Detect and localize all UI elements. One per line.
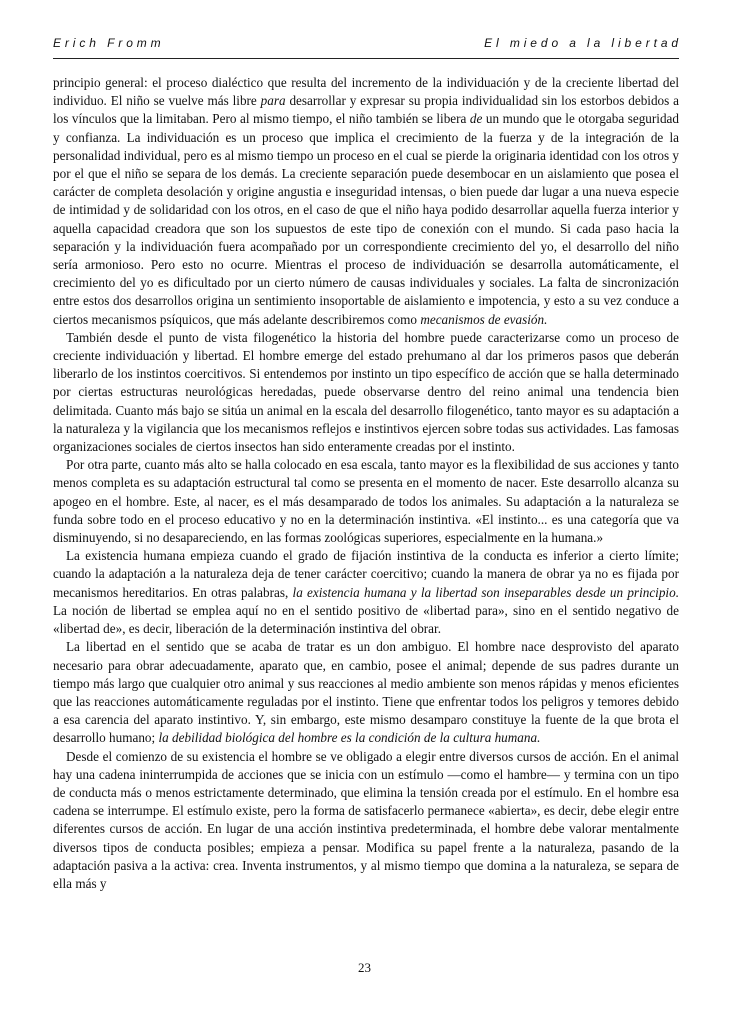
italic-text: mecanismos de evasión.	[420, 311, 548, 327]
italic-text: la debilidad biológica del hombre es la condición de la cultura humana.	[158, 730, 541, 746]
body-text	[53, 74, 679, 893]
paragraph	[53, 329, 679, 456]
header-rule	[53, 58, 679, 59]
text-run: Por otra parte, cuanto más alto se halla colocado en esa escala, tanto mayor es la flexibilidad de sus acciones y tanto menos completa es su adaptación estructural tal como se presenta en el momento de nacer. Este desarrollo alcanza su apogeo en el hombre. Este, al nacer, es el más desamparado de todos los animales. Su adaptación a la naturaleza se funda sobre todo en el proceso educativo y no en la determinación instintiva. «El instinto... es una categoría que va disminuyendo, si no desapareciendo, en las formas zoológicas superiores, especialmente en la humana.»	[53, 457, 679, 546]
paragraph	[53, 748, 679, 894]
paragraph	[53, 456, 679, 547]
header-book-title: El miedo a la libertad	[484, 36, 682, 50]
paragraph	[53, 638, 679, 747]
header-author: Erich Fromm	[53, 36, 165, 50]
text-run: Desde el comienzo de su existencia el hombre se ve obligado a elegir entre diversos cursos de acción. En el animal hay una cadena ininterrumpida de acciones que se inicia con un estímulo —como el hambre— y termina con un tipo de conducta más o menos estrictamente determinado, que elimina la tensión creada por el estímulo. En el hombre esa cadena se interrumpe. El estímulo existe, pero la forma de satisfacerlo permanece «abierta», es decir, debe elegir entre diferentes cursos de acción. En lugar de una acción instintiva predeterminada, el hombre debe valorar mentalmente diversos tipos de conducta posibles; empieza a pensar. Modifica su papel frente a la naturaleza, pasando de la adaptación pasiva a la activa: crea. Inventa instrumentos, y al mismo tiempo que domina a la naturaleza, se separa de ella más y	[53, 748, 679, 891]
text-run: principio general: el proceso dialéctico que resulta del incremento de la individuación y de la creciente libertad del individuo. El niño se vuelve más libre	[53, 75, 679, 109]
italic-text: la existencia humana y la libertad son inseparables desde un principio.	[292, 584, 679, 600]
text-run: También desde el punto de vista filogenético la historia del hombre puede caracterizarse como un proceso de creciente individuación y libertad. El hombre emerge del estado prehumano al dar los primeros pasos que deberán liberarlo de los instintos coercitivos. Si entendemos por instinto un tipo específico de acción que se halla determinado por ciertas estructuras neurológicas heredadas, puede observarse dentro del reino animal una tendencia bien delimitada. Cuanto más bajo se sitúa un animal en la escala del desarrollo filogenético, tanto mayor es su adaptación a la naturaleza y la vigilancia que los mecanismos reflejos e instintivos ejercen sobre todas sus actividades. Las famosas organizaciones sociales de ciertos insectos han sido enteramente creadas por el instinto.	[53, 329, 679, 455]
text-run: La noción de libertad se emplea aquí no en el sentido positivo de «libertad para», sino en el sentido negativo de «libertad de», es decir, liberación de la determinación instintiva del obrar.	[53, 602, 679, 637]
running-header	[53, 36, 682, 54]
paragraph	[53, 547, 679, 638]
paragraph	[53, 74, 679, 329]
italic-text: para	[260, 93, 286, 109]
text-run: desarrollar y expresar su propia individualidad sin los estorbos debidos a los vínculos que la limitaban. Pero al mismo tiempo, el niño también se libera	[53, 93, 679, 127]
text-run: La existencia humana empieza cuando el grado de fijación instintiva de la conducta es inferior a cierto límite; cuando la adaptación a la naturaleza deja de tener carácter coercitivo; cuando la manera de obrar ya no es fijada por mecanismos hereditarios. En otras palabras,	[53, 548, 679, 600]
italic-text: de	[469, 111, 483, 127]
page-number: 23	[358, 960, 371, 975]
text-run: un mundo que le otorgaba seguridad y confianza. La individuación es un proceso que implica el crecimiento de la fuerza y de la integración de la personalidad individual, pero es al mismo tiempo un proceso en el cual se pierde la originaria identidad con los otros y por el que el niño se separa de los demás. La creciente separación puede desembocar en un aislamiento que posea el carácter de completa desolación y origine angustia e inseguridad intensas, o bien puede dar lugar a una nueva especie de intimidad y de solidaridad con los otros, en el caso de que el niño haya podido desarrollar aquella fuerza interior y aquella capacidad creadora que son los supuestos de este tipo de conexión con el mundo. Si cada paso hacia la separación y la individuación fuera acompañado por un correspondiente crecimiento del yo, el desarrollo del niño sería armonioso. Pero esto no ocurre. Mientras el proceso de individuación se desarrolla automáticamente, el crecimiento del yo es dificultado por un cierto número de causas individuales y sociales. La falta de sincronización entre estos dos desarrollos origina un sentimiento insoportable de aislamiento e impotencia, y esto a su vez conduce a ciertos mecanismos psíquicos, que más adelante describiremos como	[53, 111, 679, 327]
text-run: La libertad en el sentido que se acaba de tratar es un don ambiguo. El hombre nace desprovisto del aparato necesario para obrar adecuadamente, aparato que, en cambio, posee el animal; depende de sus padres durante un tiempo más largo que cualquier otro animal y sus reacciones al medio ambiente son menos rápidas y menos eficientes que las reacciones automáticamente reguladas por el instinto. Tiene que enfrentar todos los peligros y temores debido a esa carencia del aparato instintivo. Y, sin embargo, este mismo desamparo constituye la fuente de la que brota el desarrollo humano;	[53, 639, 679, 746]
